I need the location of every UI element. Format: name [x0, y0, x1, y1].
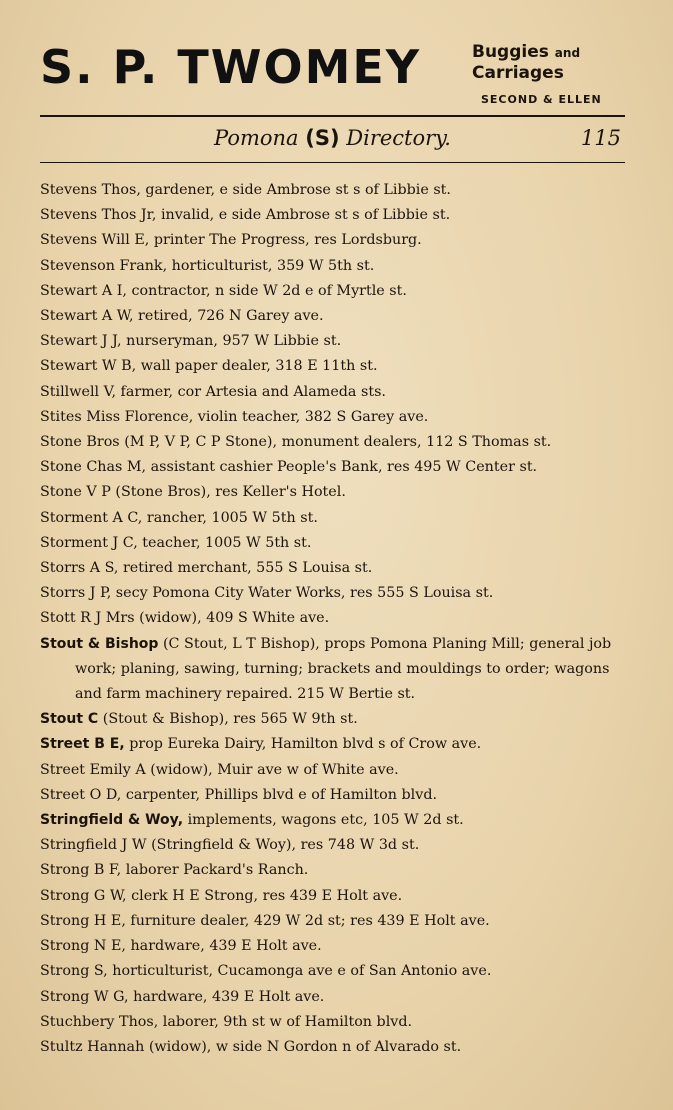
directory-entry	[40, 380, 640, 405]
directory-entry	[40, 279, 640, 304]
directory-entry	[40, 405, 640, 430]
entry-text: (Stout & Bishop), res 565 W 9th st.	[98, 711, 358, 728]
directory-entry	[40, 1035, 640, 1060]
entry-text: Strong G W, clerk H E Strong, res 439 E Holt ave.	[40, 887, 403, 904]
entry-text: Stewart J J, nurseryman, 957 W Libbie st.	[40, 333, 342, 350]
entry-text: Strong B F, laborer Packard's Ranch.	[40, 862, 309, 879]
entry-text: Strong H E, furniture dealer, 429 W 2d st; res 439 E Holt ave.	[40, 912, 490, 929]
directory-entry	[40, 228, 640, 253]
directory-entry	[40, 1010, 640, 1035]
entry-text: Stevens Will E, printer The Progress, res Lordsburg.	[40, 232, 422, 249]
directory-entry	[40, 732, 640, 757]
page-number: 115	[580, 126, 621, 150]
directory-entry	[40, 531, 640, 556]
directory-entry	[40, 985, 640, 1010]
directory-entry	[40, 758, 640, 783]
entry-text: Storment J C, teacher, 1005 W 5th st.	[40, 534, 312, 551]
directory-entry	[40, 329, 640, 354]
entry-text: Storment A C, rancher, 1005 W 5th st.	[40, 509, 318, 526]
entry-text: Stultz Hannah (widow), w side N Gordon n of Alvarado st.	[40, 1038, 462, 1055]
directory-entry	[40, 934, 640, 959]
directory-entry	[40, 455, 640, 480]
header-rule-top	[40, 115, 625, 117]
directory-entry	[40, 430, 640, 455]
directory-entry	[40, 707, 640, 732]
entry-text: (C Stout, L T Bishop), props Pomona Planing Mill; general job work; planing, sawing, turning; brackets and mouldings to order; wagons and farm machinery repaired. 215 W Bertie st.	[75, 635, 612, 703]
directory-entry	[40, 506, 640, 531]
directory-entry	[40, 354, 640, 379]
entry-text: Street O D, carpenter, Phillips blvd e of Hamilton blvd.	[40, 786, 438, 803]
title-letter: (S)	[305, 126, 340, 150]
ad-address: SECOND & ELLEN	[481, 93, 602, 106]
advertiser-name: S. P. TWOMEY	[40, 40, 422, 94]
entry-text: Stone Chas M, assistant cashier People's Bank, res 495 W Center st.	[40, 459, 538, 476]
directory-entry	[40, 909, 640, 934]
entry-text: Stillwell V, farmer, cor Artesia and Alameda sts.	[40, 383, 386, 400]
directory-entry	[40, 783, 640, 808]
directory-entry	[40, 808, 640, 833]
directory-entry	[40, 858, 640, 883]
title-word: Directory.	[346, 126, 451, 150]
entry-bold-name: Stringfield & Woy,	[40, 812, 184, 829]
entry-text: Stewart A I, contractor, n side W 2d e of Myrtle st.	[40, 282, 407, 299]
entry-text: Stewart W B, wall paper dealer, 318 E 11th st.	[40, 358, 378, 375]
directory-entry	[40, 203, 640, 228]
directory-entry	[40, 178, 640, 203]
header-rule-bottom	[40, 162, 625, 163]
directory-entries	[40, 178, 640, 1060]
directory-entry	[40, 884, 640, 909]
ad-tagline-word: Buggies	[472, 42, 549, 62]
directory-entry	[40, 632, 640, 708]
directory-entry	[40, 606, 640, 631]
directory-entry	[40, 304, 640, 329]
entry-text: Street Emily A (widow), Muir ave w of White ave.	[40, 761, 399, 778]
directory-entry	[40, 959, 640, 984]
entry-text: Stone Bros (M P, V P, C P Stone), monument dealers, 112 S Thomas st.	[40, 434, 552, 451]
title-city: Pomona	[214, 126, 299, 150]
directory-entry	[40, 556, 640, 581]
entry-text: Stevenson Frank, horticulturist, 359 W 5th st.	[40, 257, 375, 274]
directory-entry	[40, 581, 640, 606]
entry-text: Stewart A W, retired, 726 N Garey ave.	[40, 308, 324, 325]
advertisement-banner	[40, 36, 625, 114]
entry-text: Strong S, horticulturist, Cucamonga ave e of San Antonio ave.	[40, 963, 492, 980]
entry-text: Storrs A S, retired merchant, 555 S Louisa st.	[40, 560, 373, 577]
entry-text: Stott R J Mrs (widow), 409 S White ave.	[40, 610, 330, 627]
entry-text: Strong N E, hardware, 439 E Holt ave.	[40, 938, 322, 955]
entry-text: implements, wagons etc, 105 W 2d st.	[183, 812, 464, 829]
entry-bold-name: Stout & Bishop	[40, 635, 159, 652]
entry-text: prop Eureka Dairy, Hamilton blvd s of Crow ave.	[124, 736, 482, 753]
entry-text: Stringfield J W (Stringfield & Woy), res 748 W 3d st.	[40, 837, 420, 854]
directory-title	[40, 126, 625, 150]
ad-tagline-2: Carriages	[472, 63, 564, 83]
entry-bold-name: Stout C	[40, 711, 99, 728]
entry-text: Stevens Thos, gardener, e side Ambrose st s of Libbie st.	[40, 182, 451, 198]
running-head	[40, 124, 625, 158]
entry-text: Storrs J P, secy Pomona City Water Works, res 555 S Louisa st.	[40, 585, 494, 602]
directory-entry	[40, 480, 640, 505]
entry-text: Stites Miss Florence, violin teacher, 382 S Garey ave.	[40, 408, 429, 425]
entry-text: Stevens Thos Jr, invalid, e side Ambrose st s of Libbie st.	[40, 207, 451, 224]
entry-text: Stuchbery Thos, laborer, 9th st w of Hamilton blvd.	[40, 1013, 413, 1030]
entry-bold-name: Street B E,	[40, 736, 125, 753]
entry-text: Strong W G, hardware, 439 E Holt ave.	[40, 988, 325, 1005]
directory-entry	[40, 833, 640, 858]
entry-text: Stone V P (Stone Bros), res Keller's Hotel.	[40, 484, 346, 501]
ad-tagline-1	[472, 42, 580, 62]
directory-entry	[40, 254, 640, 279]
ad-tagline-conjunction: and	[554, 46, 581, 60]
